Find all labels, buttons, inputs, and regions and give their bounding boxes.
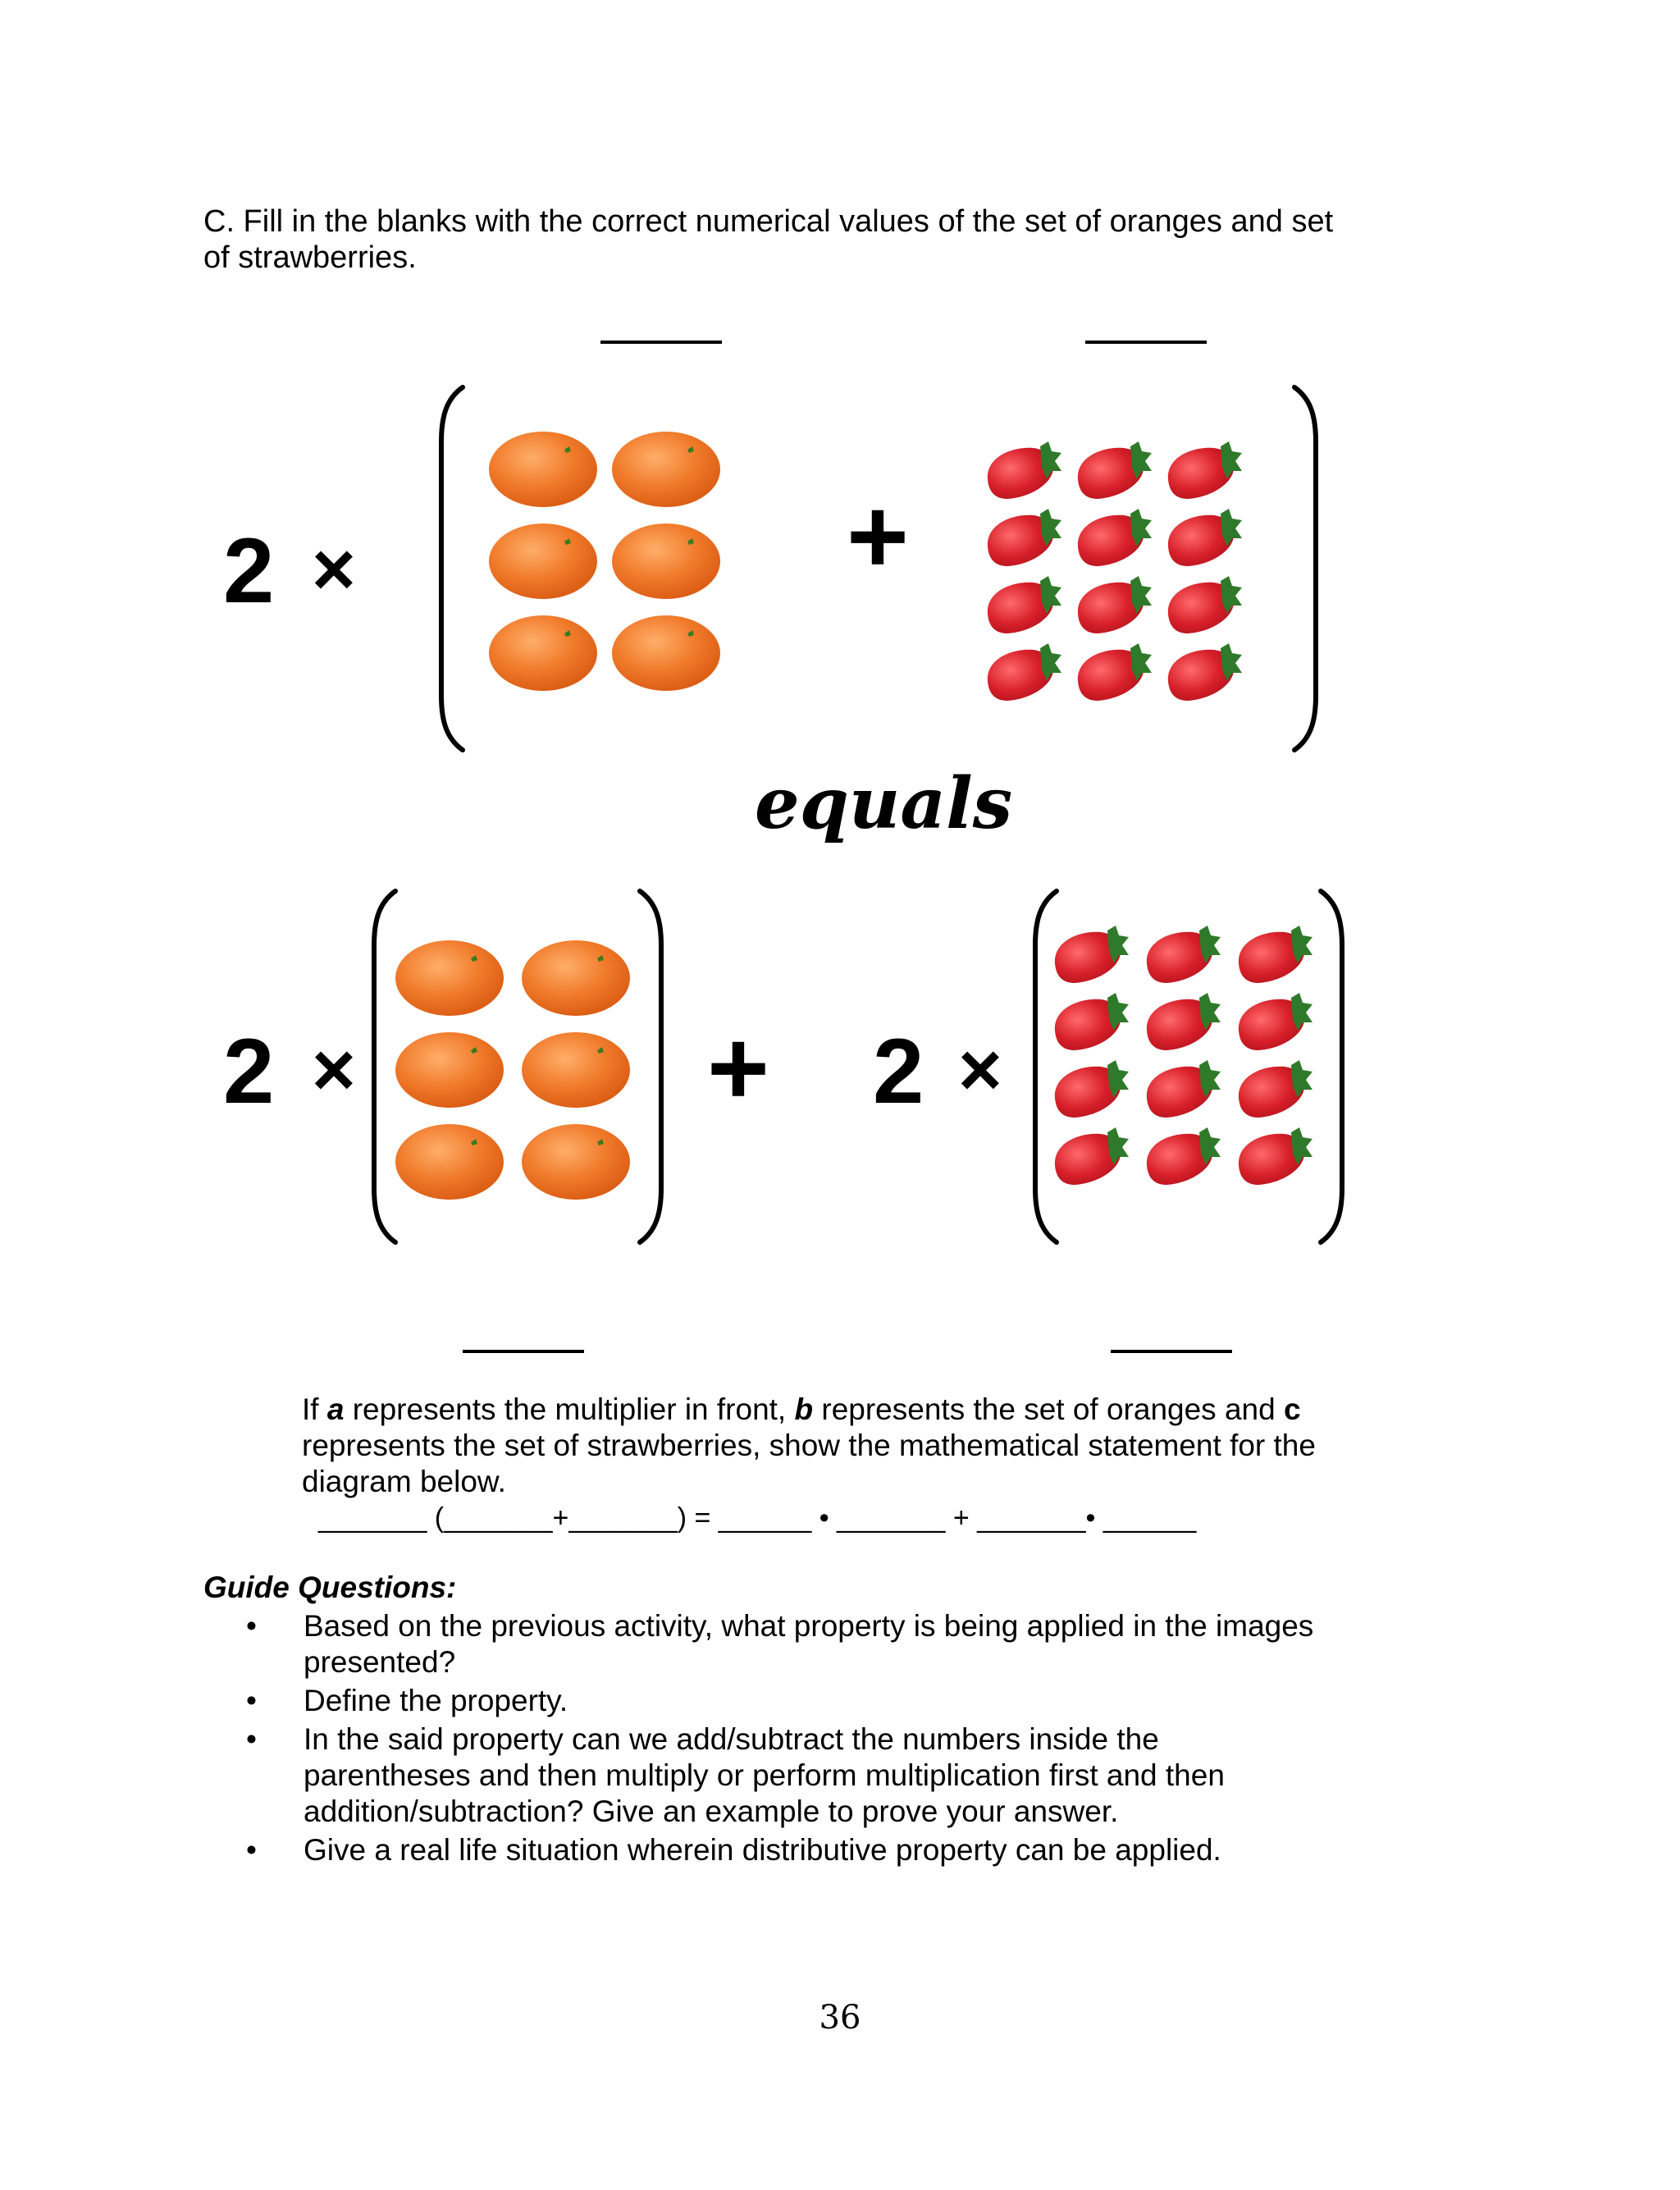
- strawberry-count-blank[interactable]: [1085, 341, 1207, 344]
- strawberry-fruit-icon: [983, 507, 1073, 574]
- bottom-left-times-symbol: ×: [312, 1028, 356, 1112]
- top-left-bracket: [435, 384, 468, 753]
- strawberry-fruit-icon: [1234, 1058, 1326, 1126]
- bullet: •: [246, 1609, 257, 1643]
- orange-fruit-icon: [486, 517, 609, 609]
- orange-fruit-icon: [486, 609, 609, 701]
- guide-question-item: [246, 1832, 1329, 1868]
- top-plus-symbol: +: [847, 476, 909, 596]
- bullet: •: [246, 1833, 257, 1867]
- orange-fruit-icon: [609, 425, 732, 517]
- bottom-orange-blank[interactable]: [463, 1350, 584, 1353]
- guide-question-text: In the said property can we add/subtract the numbers inside the parentheses and then multiply or perform multiplication first and then addition/subtraction? Give an example to prove your answer.: [304, 1722, 1225, 1828]
- variable-a: a: [326, 1392, 345, 1426]
- statement-text: If: [302, 1392, 327, 1426]
- strawberry-fruit-icon: [1163, 642, 1253, 709]
- orange-fruit-icon: [609, 609, 732, 701]
- strawberry-fruit-icon: [1234, 1126, 1326, 1193]
- strawberry-fruit-icon: [983, 440, 1073, 507]
- statement-text: represents the set of oranges and: [813, 1392, 1284, 1426]
- bottom-right-multiplier: 2: [873, 1020, 924, 1122]
- strawberry-fruit-icon: [1073, 574, 1163, 642]
- orange-fruit-icon: [518, 1118, 645, 1209]
- guide-questions-title: Guide Questions:: [203, 1570, 457, 1604]
- strawberry-fruit-icon: [1163, 507, 1253, 574]
- strawberry-fruit-icon: [983, 642, 1073, 709]
- bottom-right-times-symbol: ×: [958, 1028, 1002, 1112]
- strawberry-fruit-icon: [983, 574, 1073, 642]
- orange-fruit-icon: [392, 1118, 518, 1209]
- bottom-right-close-bracket: [1316, 888, 1349, 1246]
- guide-question-text: Give a real life situation wherein distributive property can be applied.: [304, 1833, 1221, 1867]
- bottom-left-close-bracket: [635, 888, 668, 1246]
- bottom-strawberry-blank[interactable]: [1111, 1350, 1232, 1353]
- orange-fruit-icon: [392, 1026, 518, 1118]
- variable-c: c: [1283, 1392, 1301, 1426]
- strawberry-fruit-icon: [1073, 440, 1163, 507]
- orange-fruit-icon: [518, 1026, 645, 1118]
- strawberry-fruit-icon: [1163, 574, 1253, 642]
- bottom-strawberry-set: [1050, 924, 1326, 1193]
- guide-question-item: [246, 1721, 1329, 1830]
- orange-fruit-icon: [518, 934, 645, 1026]
- strawberry-fruit-icon: [1234, 991, 1326, 1058]
- bottom-orange-set: [392, 934, 645, 1209]
- strawberry-fruit-icon: [1142, 1126, 1234, 1193]
- strawberry-fruit-icon: [1050, 1058, 1142, 1126]
- statement-template-blanks[interactable]: _______ (_______+_______) = ______ • _______ + _______• ______: [318, 1502, 1197, 1534]
- bullet: •: [246, 1722, 257, 1756]
- bottom-plus-symbol: +: [707, 1008, 769, 1127]
- instruction-text: C. Fill in the blanks with the correct numerical values of the set of oranges and set of strawberries.: [203, 204, 1334, 275]
- variable-b: b: [794, 1392, 814, 1426]
- orange-fruit-icon: [486, 425, 609, 517]
- orange-fruit-icon: [609, 517, 732, 609]
- guide-question-text: Define the property.: [304, 1684, 568, 1717]
- top-times-symbol: ×: [312, 528, 356, 611]
- strawberry-fruit-icon: [1142, 991, 1234, 1058]
- strawberry-fruit-icon: [1050, 991, 1142, 1058]
- guide-questions-list: [246, 1608, 1329, 1871]
- page-number: 36: [819, 1999, 861, 2037]
- statement-text: represents the set of strawberries, show the mathematical statement for the diagram below.: [302, 1429, 1316, 1498]
- strawberry-fruit-icon: [1142, 924, 1234, 991]
- guide-question-text: Based on the previous activity, what property is being applied in the images presented?: [304, 1609, 1314, 1679]
- bullet: •: [246, 1684, 257, 1717]
- top-strawberry-set: [983, 440, 1253, 709]
- guide-question-item: [246, 1608, 1329, 1680]
- strawberry-fruit-icon: [1050, 924, 1142, 991]
- statement-paragraph: [302, 1392, 1368, 1500]
- top-right-bracket: [1290, 384, 1322, 753]
- orange-fruit-icon: [392, 934, 518, 1026]
- strawberry-fruit-icon: [1073, 642, 1163, 709]
- strawberry-fruit-icon: [1234, 924, 1326, 991]
- strawberry-fruit-icon: [1142, 1058, 1234, 1126]
- strawberry-fruit-icon: [1163, 440, 1253, 507]
- strawberry-fruit-icon: [1073, 507, 1163, 574]
- equals-label: equals: [755, 762, 1013, 845]
- guide-question-item: [246, 1683, 1329, 1719]
- strawberry-fruit-icon: [1050, 1126, 1142, 1193]
- top-multiplier: 2: [223, 519, 275, 622]
- orange-count-blank[interactable]: [600, 341, 722, 344]
- bottom-left-multiplier: 2: [223, 1020, 275, 1122]
- statement-text: represents the multiplier in front,: [344, 1392, 795, 1426]
- top-orange-set: [486, 425, 732, 701]
